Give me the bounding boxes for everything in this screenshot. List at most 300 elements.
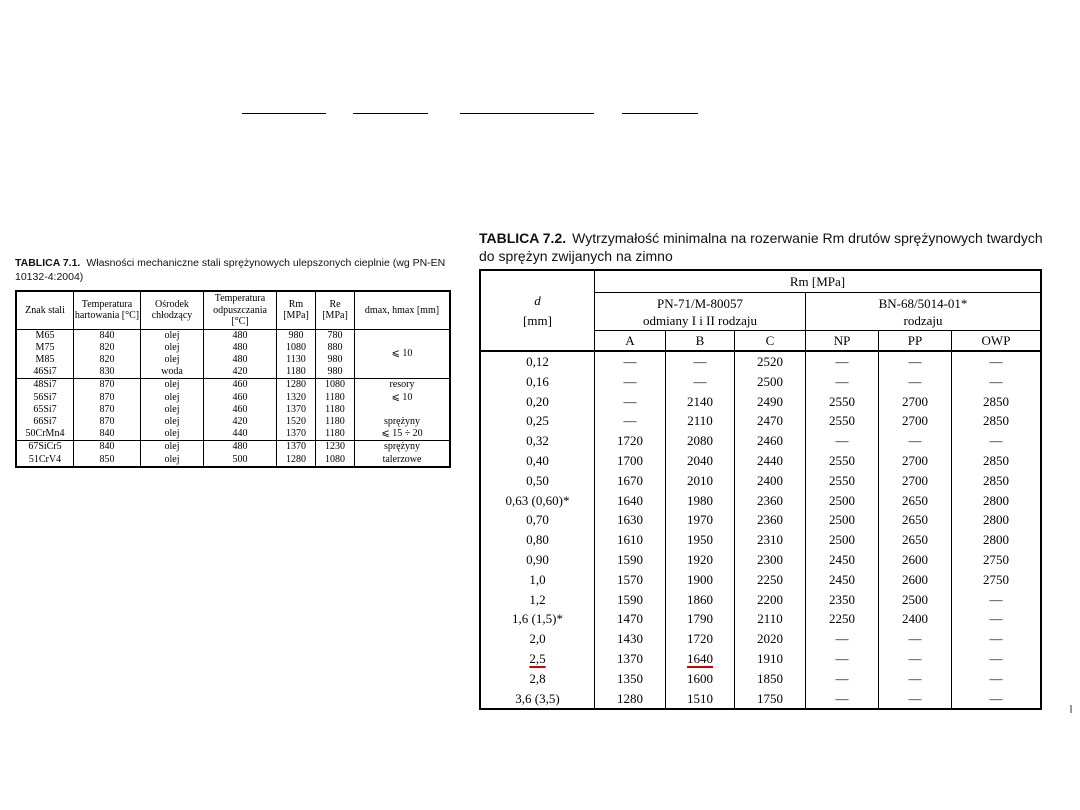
t2-diameter-cell [480,351,595,372]
t2-cell-text: 1,2 [529,591,546,607]
t2-cell-text: — [835,373,849,389]
t1-header: Ośrodek chłodzący [141,291,204,329]
t1-note: sprężyny [355,416,451,428]
table-row [480,510,1041,530]
t2-cell-text: 2700 [902,472,928,488]
t2-cell-text: — [989,650,1003,666]
table-row [480,351,1041,372]
t2-cell-text: 2500 [829,532,855,548]
t2-cell-text: — [908,690,922,706]
table-row [480,392,1041,412]
t2-cell-text: — [693,354,707,369]
t2-value-cell [952,351,1042,372]
blank-line-2 [353,113,428,114]
t2-diameter-cell [480,609,595,629]
t2-cell-text: 1900 [687,571,713,587]
t2-value-cell [879,471,952,491]
t1-cell: 1370 [277,428,316,441]
t2-cell-text: 2600 [902,571,928,587]
t1-cell: 1520 [277,416,316,428]
t2-cell-text: 1790 [687,611,713,627]
t2-value-cell [806,530,879,550]
t2-diameter-cell [480,510,595,530]
t1-header: Temperatura odpuszczania [°C] [204,291,277,329]
t2-cell-text: 2360 [757,512,783,528]
t2-cell-text: 2490 [757,393,783,409]
table-row [480,451,1041,471]
t2-cell-text: — [835,631,849,647]
t2-cell-text: 1950 [687,532,713,548]
t1-note: ⩽ 15 ÷ 20 [355,428,451,441]
t1-cell: 50CrMn4 [16,428,74,441]
t2-header-bn-title: BN-68/5014-01* [878,295,968,311]
table-row [16,454,450,467]
t2-cell-text: 2310 [757,532,783,548]
t2-cell-text: 2500 [902,591,928,607]
t1-cell: 67SiCr5 [16,441,74,454]
t1-cell: olej [141,392,204,404]
table-row [480,649,1041,669]
t2-cell-text: 2800 [983,512,1009,528]
t2-value-cell [879,491,952,511]
t2-cell-text: 0,16 [526,373,549,389]
t1-header: dmax, hmax [mm] [355,291,451,329]
t1-cell: 56Si7 [16,392,74,404]
t1-cell: 980 [316,354,355,366]
t2-value-cell [952,510,1042,530]
t2-cell-text: — [989,373,1003,389]
t2-cell-text: 2040 [687,452,713,468]
t1-header: Rm [MPa] [277,291,316,329]
t1-note [355,404,451,416]
t2-cell-text: — [908,354,922,369]
t1-cell: 820 [74,342,141,354]
t1-cell: 1320 [277,392,316,404]
t1-note: ⩽ 10 [355,392,451,404]
table-row [480,590,1041,610]
t2-value-cell [735,451,806,471]
t2-cell-text: 1860 [687,591,713,607]
t2-cell-text: 2400 [757,472,783,488]
t1-cell: 1180 [316,404,355,416]
t1-cell: 440 [204,428,277,441]
t2-diameter-cell [480,570,595,590]
t2-diameter-cell [480,530,595,550]
t2-cell-text: 2700 [902,413,928,429]
t2-diameter-cell [480,372,595,392]
t1-cell: 48Si7 [16,379,74,392]
t2-cell-text: — [835,650,849,666]
t2-cell-text: — [908,631,922,647]
t2-cell-text: 1910 [757,650,783,666]
t1-cell: olej [141,428,204,441]
t2-value-cell [595,629,666,649]
t2-value-cell [879,451,952,471]
t2-cell-text: 1980 [687,492,713,508]
table71-caption-text: Własności mechaniczne stali sprężynowych ulepszonych cieplnie (wg PN-EN 10132-4:2004) [15,257,446,283]
t2-header-bn-sub: rodzaju [903,312,943,328]
t2-cell-text: 2250 [757,571,783,587]
t1-cell: 1180 [316,392,355,404]
t2-diameter-cell [480,411,595,431]
t1-cell: 460 [204,404,277,416]
t2-cell-text: 2200 [757,591,783,607]
t2-cell-text: 2850 [983,452,1009,468]
t2-cell-text: 0,20 [526,393,549,409]
t2-cell-text: 1590 [617,551,643,567]
table71-caption [15,256,453,284]
t2-cell-text: 0,40 [526,452,549,468]
t2-value-cell [666,491,735,511]
table72-caption-text: Wytrzymałość minimalna na rozerwanie Rm drutów sprężynowych twardych do sprężyn zwijanych na zimno [479,230,1043,264]
t2-header-pn-sub: odmiany I i II rodzaju [642,312,758,328]
t2-value-cell [952,372,1042,392]
t2-cell-text: 0,12 [526,354,549,369]
t2-cell-text: 0,90 [526,551,549,567]
t2-value-cell [735,411,806,431]
t2-value-cell [735,590,806,610]
table-row [480,471,1041,491]
t2-cell-text: — [989,670,1003,686]
table-row [480,411,1041,431]
t2-value-cell [879,669,952,689]
t2-cell-text: 0,70 [526,512,549,528]
t2-cell-text: 1850 [757,670,783,686]
t2-cell-text: 0,32 [526,433,549,449]
table-row [16,441,450,454]
t1-cell: 980 [316,366,355,379]
t2-cell-text: 3,6 (3,5) [515,690,560,706]
t1-cell: 840 [74,441,141,454]
t2-cell-text: 2110 [757,611,783,627]
t2-value-cell [879,372,952,392]
t2-cell-text: — [908,650,922,666]
t1-cell: woda [141,366,204,379]
t2-value-cell [735,510,806,530]
table-row [480,530,1041,550]
t1-cell: 780 [316,329,355,342]
t2-value-cell [595,550,666,570]
t1-cell: M65 [16,329,74,342]
t2-cell-text: — [989,354,1003,369]
t1-cell: 840 [74,329,141,342]
t2-header-pn [595,293,806,331]
t2-cell-text: 2550 [829,472,855,488]
t2-cell-text: — [623,373,637,389]
t2-value-cell [666,510,735,530]
t2-value-cell [879,570,952,590]
t2-value-cell [952,649,1042,669]
t1-cell: 850 [74,454,141,467]
t2-value-cell [806,609,879,629]
t2-cell-text: 2450 [829,551,855,567]
t1-cell: 830 [74,366,141,379]
t2-cell-text: — [835,670,849,686]
t1-cell: 1370 [277,404,316,416]
t2-cell-text: 1510 [687,690,713,706]
t2-value-cell [735,471,806,491]
t2-cell-text: 2700 [902,393,928,409]
t2-value-cell [666,351,735,372]
t2-cell-text: 2600 [902,551,928,567]
t1-cell: olej [141,354,204,366]
t2-value-cell [879,550,952,570]
t1-cell: 1180 [277,366,316,379]
t2-cell-text: 2020 [757,631,783,647]
t2-cell-text: 2500 [829,492,855,508]
t1-cell: 980 [277,329,316,342]
t2-cell-text: — [623,393,637,409]
t2-cell-text: 2140 [687,393,713,409]
t1-cell: 480 [204,354,277,366]
t2-cell-text: 2,8 [529,670,546,686]
t2-cell-text: 1570 [617,571,643,587]
t2-cell-text: 2350 [829,591,855,607]
t2-value-cell [735,491,806,511]
t1-cell: 1080 [316,454,355,467]
t1-cell: 880 [316,342,355,354]
t1-cell: olej [141,454,204,467]
t2-value-cell [595,451,666,471]
t1-cell: 820 [74,354,141,366]
t2-cell-text: — [989,433,1003,449]
blank-line-1 [242,113,326,114]
t1-cell: 1080 [316,379,355,392]
t2-header-bn [806,293,1042,331]
t2-value-cell [879,510,952,530]
t1-cell: 840 [74,428,141,441]
t2-value-cell [735,609,806,629]
t1-cell: olej [141,441,204,454]
t2-value-cell [595,669,666,689]
t2-value-cell [666,392,735,412]
table-row [16,404,450,416]
t2-value-cell [735,392,806,412]
t2-value-cell [666,471,735,491]
table-7-1 [15,290,451,468]
t2-value-cell [666,570,735,590]
t2-value-cell [595,471,666,491]
t2-value-cell [879,629,952,649]
t2-cell-text: 1590 [617,591,643,607]
t2-diameter-cell [480,550,595,570]
table71-caption-label: TABLICA 7.1. [15,257,81,269]
t2-diameter-cell [480,471,595,491]
t2-value-cell [735,669,806,689]
t2-value-cell [735,431,806,451]
t2-value-cell [952,530,1042,550]
t2-cell-text: 2800 [983,532,1009,548]
t1-cell: 420 [204,366,277,379]
t2-cell-text: 1470 [617,611,643,627]
t1-cell: 480 [204,342,277,354]
t1-cell: 1130 [277,354,316,366]
t2-diameter-cell [480,629,595,649]
t2-cell-text: 2400 [902,611,928,627]
t2-cell-text: 0,63 (0,60)* [505,492,570,508]
t2-value-cell [666,451,735,471]
t2-cell-text: 1280 [617,690,643,706]
t2-cell-text: 2850 [983,413,1009,429]
t2-cell-text: 2110 [687,413,713,429]
t2-cell-text: 1720 [687,631,713,647]
t2-cell-text: — [623,413,637,429]
t1-note: resory [355,379,451,392]
t2-cell-text: — [908,433,922,449]
t1-cell: 500 [204,454,277,467]
t2-cell-text: 2500 [829,512,855,528]
t2-value-cell [806,451,879,471]
t2-value-cell [666,669,735,689]
t1-note: sprężyny [355,441,451,454]
t2-value-cell [879,530,952,550]
t2-cell-text: 1600 [687,670,713,686]
t2-cell-text: — [989,631,1003,647]
t2-cell-text: 1720 [617,433,643,449]
t2-cell-text: 2450 [829,571,855,587]
t2-value-cell [595,510,666,530]
t2-subcol: C [735,331,806,352]
t1-cell: 46Si7 [16,366,74,379]
t2-value-cell [595,351,666,372]
t2-value-cell [879,590,952,610]
t2-value-cell [806,669,879,689]
t2-subcol: OWP [952,331,1042,352]
table-row [480,372,1041,392]
t2-value-cell [595,590,666,610]
t2-cell-text: 2750 [983,571,1009,587]
t2-cell-text: 1,0 [529,571,546,587]
t2-value-cell [952,392,1042,412]
t2-cell-text: 1,6 (1,5)* [512,611,563,627]
t2-value-cell [952,590,1042,610]
table-row [16,416,450,428]
t2-value-cell [806,570,879,590]
table-row [16,428,450,441]
t2-cell-text: 2,5 [529,650,546,666]
t2-value-cell [879,392,952,412]
t2-value-cell [735,351,806,372]
t2-cell-text: 0,50 [526,472,549,488]
t2-cell-text: 2550 [829,393,855,409]
t2-cell-text: 2360 [757,492,783,508]
t2-subcol: A [595,331,666,352]
t2-value-cell [595,372,666,392]
t2-cell-text: — [835,690,849,706]
t2-cell-text: 1350 [617,670,643,686]
t2-cell-text: — [623,354,637,369]
t2-cell-text: 2500 [757,373,783,389]
t1-cell: 1180 [316,416,355,428]
t2-cell-text: 2700 [902,452,928,468]
t2-cell-text: — [908,670,922,686]
t2-cell-text: 2300 [757,551,783,567]
t2-cell-text: 1700 [617,452,643,468]
t1-cell: 65Si7 [16,404,74,416]
t1-cell: 1280 [277,379,316,392]
table-row [16,329,450,342]
t1-cell: 870 [74,379,141,392]
t2-value-cell [952,471,1042,491]
t1-note: ⩽ 10 [355,329,451,379]
t2-value-cell [735,689,806,710]
t1-cell: 1370 [277,441,316,454]
t2-cell-text: 2080 [687,433,713,449]
t2-value-cell [879,609,952,629]
t2-cell-text: 2250 [829,611,855,627]
t1-cell: 870 [74,404,141,416]
t2-cell-text: — [835,433,849,449]
t2-value-cell [952,411,1042,431]
t2-cell-text: 0,25 [526,413,549,429]
t1-cell: 1280 [277,454,316,467]
t1-cell: M75 [16,342,74,354]
t2-cell-text: 1640 [687,650,713,666]
t2-header-pn-title: PN-71/M-80057 [657,295,743,311]
t2-diameter-cell [480,649,595,669]
t2-value-cell [879,411,952,431]
t2-cell-text: — [989,690,1003,706]
t2-value-cell [952,451,1042,471]
t2-diameter-cell [480,392,595,412]
t2-cell-text: 1970 [687,512,713,528]
t2-value-cell [806,411,879,431]
t2-cell-text: 2550 [829,413,855,429]
t2-value-cell [735,649,806,669]
t2-value-cell [666,649,735,669]
blank-line-4 [622,113,698,114]
t2-value-cell [666,530,735,550]
t2-cell-text: — [835,354,849,369]
t2-subcol: B [666,331,735,352]
table-row [480,431,1041,451]
t1-header: Re [MPa] [316,291,355,329]
t2-diameter-cell [480,669,595,689]
t2-cell-text: 2650 [902,492,928,508]
t2-cell-text: 1370 [617,650,643,666]
t2-value-cell [595,392,666,412]
t2-cell-text: — [989,611,1003,627]
t2-value-cell [952,550,1042,570]
t2-value-cell [806,471,879,491]
edge-mark [1070,705,1072,713]
t2-value-cell [595,491,666,511]
t2-value-cell [666,689,735,710]
t2-cell-text: 1430 [617,631,643,647]
table-row [480,570,1041,590]
t1-cell: 66Si7 [16,416,74,428]
t2-value-cell [595,609,666,629]
t2-value-cell [666,609,735,629]
t2-subcol: PP [879,331,952,352]
table-row [480,629,1041,649]
table-row [480,669,1041,689]
t2-value-cell [595,570,666,590]
t2-cell-text: 1670 [617,472,643,488]
t2-cell-text: 1920 [687,551,713,567]
t2-cell-text: — [908,373,922,389]
t2-cell-text: 2010 [687,472,713,488]
t2-value-cell [595,649,666,669]
table72-caption-label: TABLICA 7.2. [479,230,567,246]
t1-cell: 870 [74,392,141,404]
t1-note: talerzowe [355,454,451,467]
t1-cell: olej [141,404,204,416]
t2-cell-text: 2800 [983,492,1009,508]
t2-value-cell [952,570,1042,590]
table-row [480,609,1041,629]
table-row [16,379,450,392]
